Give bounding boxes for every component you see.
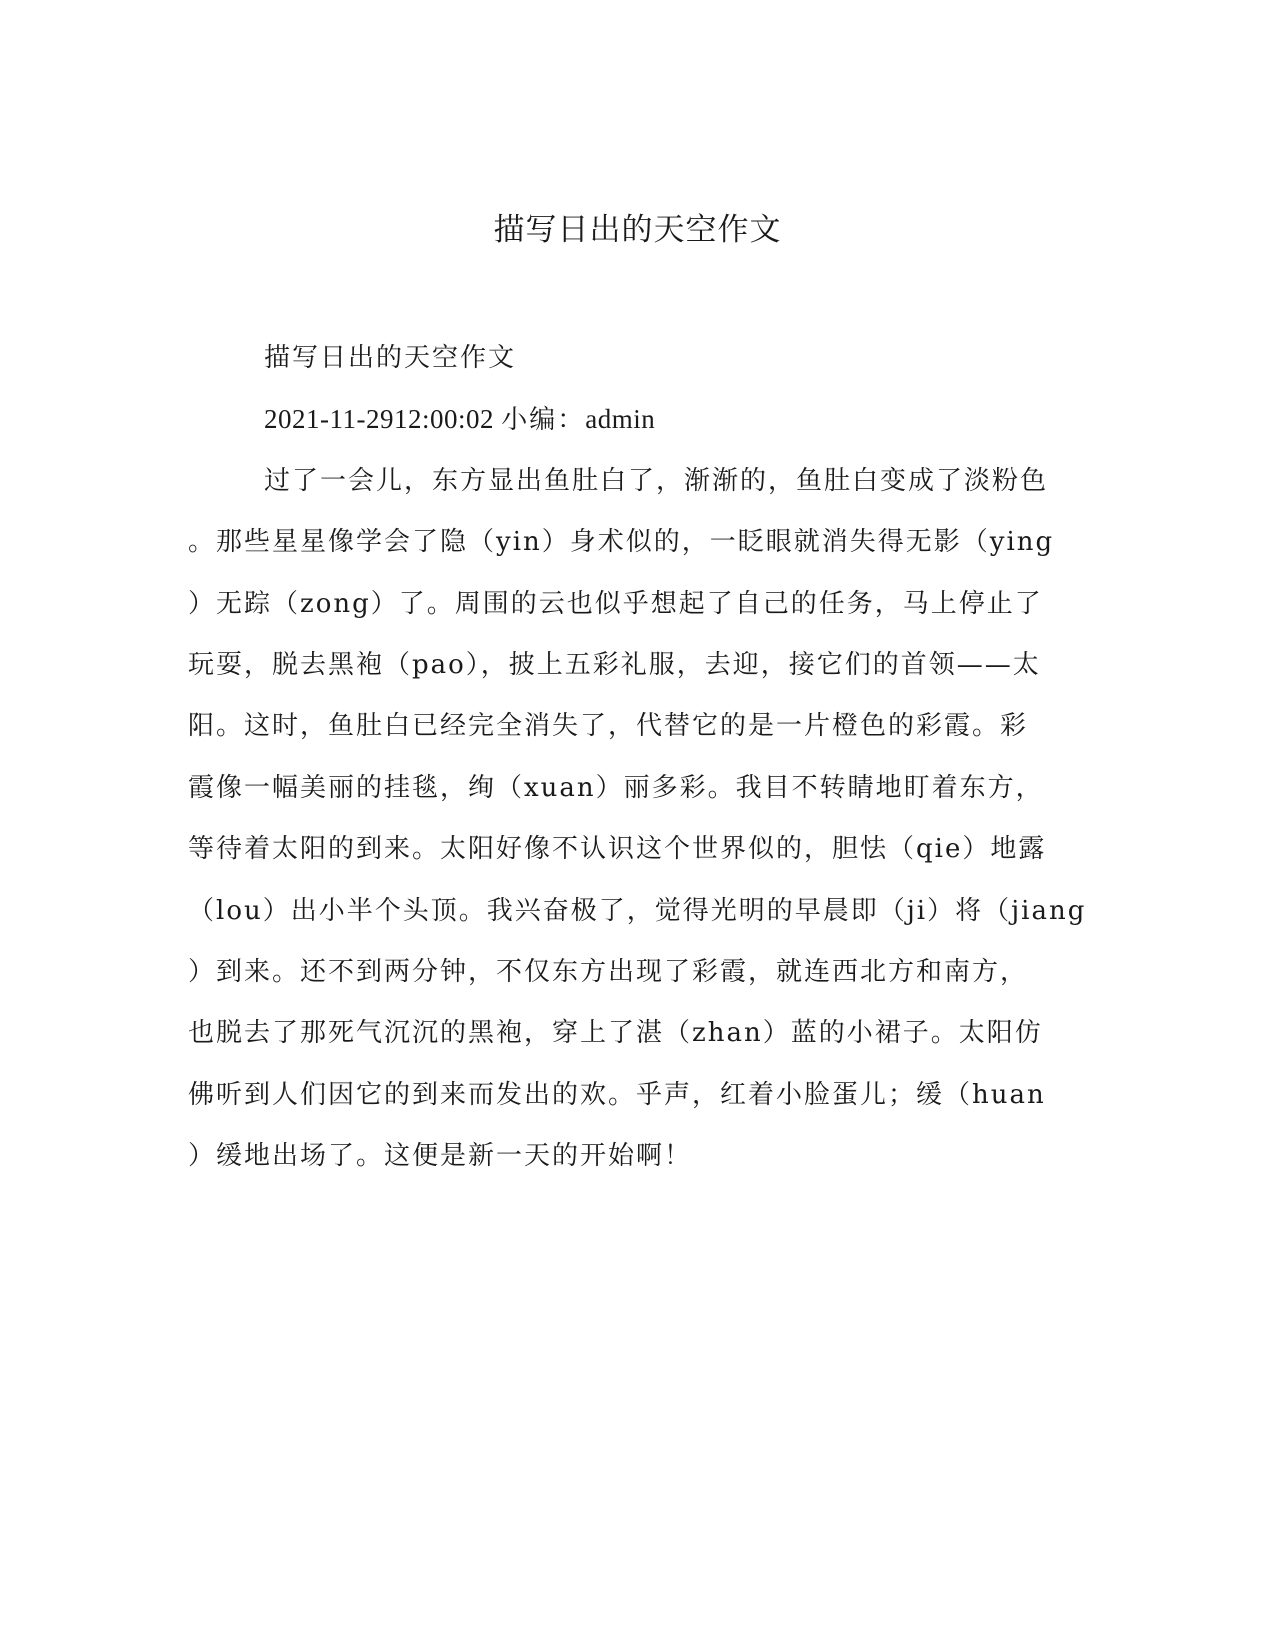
paragraph-line: ）到来。还不到两分钟，不仅东方出现了彩霞，就连西北方和南方， (188, 956, 1029, 987)
paragraph-line: 也脱去了那死气沉沉的黑袍，穿上了湛（zhan）蓝的小裙子。太阳仿 (188, 1018, 1043, 1049)
paragraph-line: 过了一会儿，东方显出鱼肚白了，渐渐的，鱼肚白变成了淡粉色 (264, 465, 1049, 496)
article-subtitle: 描写日出的天空作文 (264, 343, 517, 373)
paragraph-line: ）无踪（zong）了。周围的云也似乎想起了自己的任务，马上停止了 (188, 588, 1043, 619)
document-body (188, 328, 1087, 1187)
editor-label: 小编： (501, 405, 586, 436)
article-datetime: 2021-11-2912:00:02 (264, 404, 494, 435)
paragraph-line: 阳。这时，鱼肚白已经完全消失了，代替它的是一片橙色的彩霞。彩 (188, 711, 1029, 742)
paragraph-line: 佛听到人们因它的到来而发出的欢。乎声，红着小脸蛋儿；缓（huan (188, 1079, 1046, 1110)
paragraph-line: （lou）出小半个头顶。我兴奋极了，觉得光明的早晨即（ji）将（jiang (188, 895, 1087, 926)
article-meta (188, 389, 1078, 450)
paragraph-line: 玩耍，脱去黑袍（pao），披上五彩礼服，去迎，接它们的首领——太 (188, 649, 1041, 680)
paragraph-line: 。那些星星像学会了隐（yin）身术似的，一眨眼就消失得无影（ying (188, 527, 1055, 558)
paragraph-line: ）缓地出场了。这便是新一天的开始啊！ (188, 1141, 693, 1172)
document-title: 描写日出的天空作文 (493, 212, 782, 248)
paragraph-line: 等待着太阳的到来。太阳好像不认识这个世界似的，胆怯（qie）地露 (188, 834, 1047, 865)
editor-name: admin (585, 404, 656, 435)
paragraph-line: 霞像一幅美丽的挂毯，绚（xuan）丽多彩。我目不转睛地盯着东方， (188, 772, 1044, 803)
